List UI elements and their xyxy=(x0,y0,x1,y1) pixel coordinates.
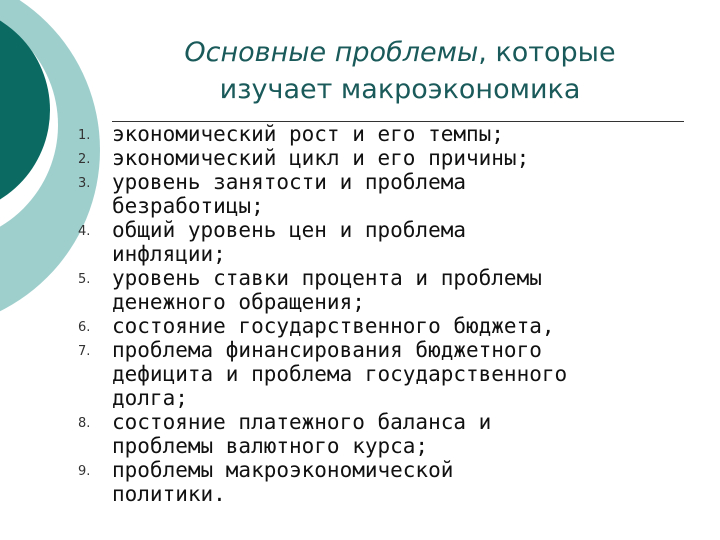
list-item-number: 7. xyxy=(78,344,91,359)
list-item-number: 3. xyxy=(78,176,91,191)
list-item-text: экономический рост и его темпы; xyxy=(112,122,504,146)
list-item-text: состояние платежного баланса и xyxy=(112,410,492,434)
list-item-text: проблемы валютного курса; xyxy=(112,434,429,458)
list-item-number: 2. xyxy=(78,152,91,167)
list-item-text: уровень ставки процента и проблемы xyxy=(112,266,542,290)
list-item-number: 1. xyxy=(78,128,91,143)
list-item-number: 6. xyxy=(78,320,91,335)
list-item-number: 5. xyxy=(78,272,91,287)
list-item-text: инфляции; xyxy=(112,242,226,266)
title-rest: , которые xyxy=(478,37,616,68)
list-item-text: проблема финансирования бюджетного xyxy=(112,338,542,362)
list-item-text: уровень занятости и проблема xyxy=(112,170,467,194)
list-item-text: дефицита и проблема государственного xyxy=(112,362,568,386)
list-item-number: 4. xyxy=(78,224,91,239)
list-item-text: состояние государственного бюджета, xyxy=(112,314,555,338)
list-item-number: 8. xyxy=(78,416,91,431)
list-item-text: денежного обращения; xyxy=(112,290,365,314)
title-line-2: изучает макроэкономика xyxy=(219,74,581,105)
list-item-text: долга; xyxy=(112,386,188,410)
list-item-text: экономический цикл и его причины; xyxy=(112,146,530,170)
title-italic: Основные проблемы xyxy=(184,37,479,68)
list-item-text: политики. xyxy=(112,482,226,506)
list-item-text: общий уровень цен и проблема xyxy=(112,218,467,242)
list-item-number: 9. xyxy=(78,464,91,479)
list-item-text: проблемы макроэкономической xyxy=(112,458,454,482)
list-item-text: безработицы; xyxy=(112,194,264,218)
